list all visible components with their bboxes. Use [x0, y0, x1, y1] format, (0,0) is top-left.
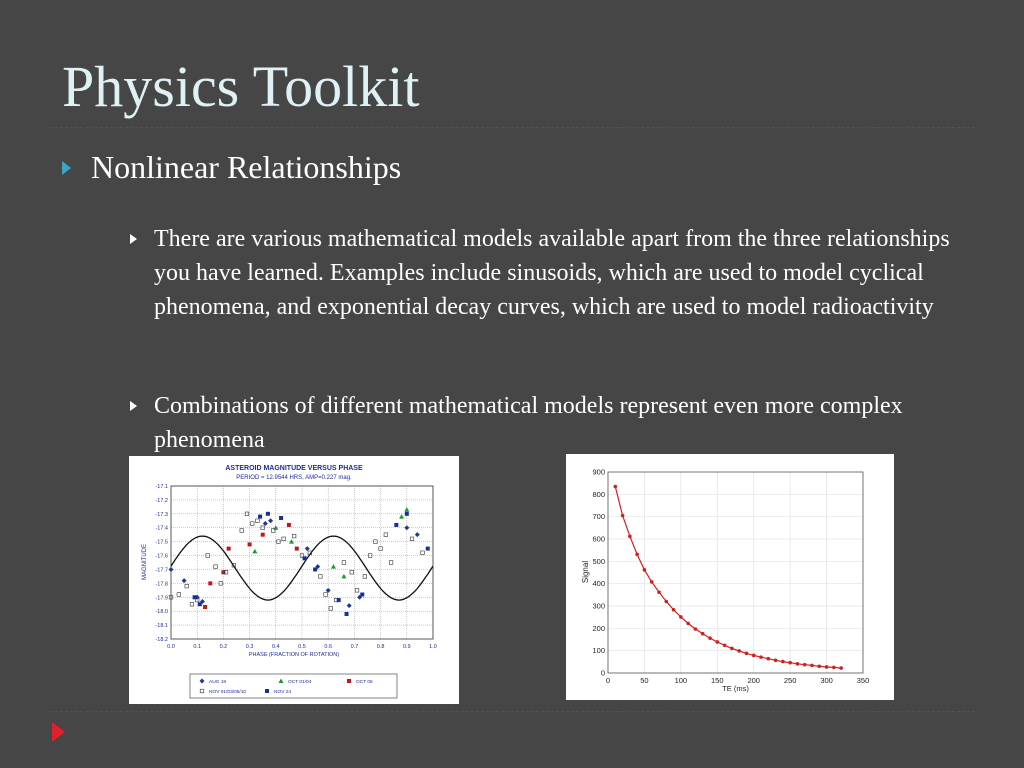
decay-data-point: [701, 632, 705, 636]
data-point-series-4: [198, 602, 202, 606]
decay-data-point: [832, 666, 836, 670]
decay-data-point: [752, 654, 756, 658]
y-tick-label: 900: [592, 467, 605, 477]
y-tick-label: -17.4: [155, 525, 168, 532]
y-tick-label: 200: [592, 623, 605, 633]
decay-data-point: [613, 485, 617, 489]
x-axis-label: TE (ms): [722, 684, 749, 693]
bullet-level2-models: [130, 222, 970, 324]
data-point-series-3: [256, 519, 260, 523]
y-tick-label: -17.2: [155, 497, 168, 504]
decay-data-point: [679, 615, 683, 619]
data-point-series-4: [360, 592, 364, 596]
decay-data-point: [650, 580, 654, 584]
bullet-level1-text: Nonlinear Relationships: [91, 149, 402, 185]
y-tick-label: 500: [592, 556, 605, 566]
data-point-series-3: [329, 607, 333, 611]
x-tick-label: 200: [747, 676, 760, 685]
chart-title: ASTEROID MAGNITUDE VERSUS PHASE: [225, 465, 363, 472]
x-tick-label: 0.4: [271, 644, 280, 650]
x-tick-label: 0.5: [298, 644, 306, 650]
legend-label: NOV 01/03/05/10: [209, 690, 247, 695]
decay-data-point: [825, 665, 829, 669]
data-point-series-0: [305, 546, 310, 551]
y-tick-label: -17.5: [155, 539, 168, 546]
data-point-series-3: [250, 522, 254, 526]
top-divider: [50, 127, 975, 128]
data-point-series-3: [324, 593, 328, 597]
data-point-series-0: [182, 578, 187, 583]
decay-data-point: [774, 658, 778, 662]
decay-data-point: [708, 636, 712, 640]
data-point-series-3: [282, 537, 286, 541]
data-point-series-3: [355, 589, 359, 593]
decay-data-point: [664, 600, 668, 604]
data-point-series-3: [389, 561, 393, 565]
data-point-series-0: [347, 603, 352, 608]
decay-data-point: [635, 553, 639, 557]
legend-label: OCT 06: [356, 680, 373, 685]
data-point-series-0: [268, 518, 273, 523]
data-point-series-4: [313, 567, 317, 571]
bullet-triangle-icon: [62, 161, 71, 175]
decay-data-point: [737, 649, 741, 653]
y-tick-label: 100: [592, 646, 605, 656]
decay-data-point: [628, 535, 632, 539]
data-point-series-3: [240, 529, 244, 533]
data-point-series-1: [289, 539, 294, 544]
x-tick-label: 1.0: [429, 644, 437, 650]
decay-data-point: [796, 662, 800, 666]
data-point-series-3: [292, 534, 296, 538]
bullet-level2-text: There are various mathematical models available apart from the three relationships you have learned. Examples include sinusoids, which are used to model cyclical phenomena, and exponential decay curves, which are used to model radioactivity: [154, 226, 950, 320]
decay-data-point: [759, 655, 763, 659]
legend-marker: [347, 679, 351, 683]
y-tick-label: 800: [592, 489, 605, 499]
data-point-series-2: [295, 547, 299, 551]
x-tick-label: 250: [783, 676, 797, 685]
decay-data-point: [643, 568, 647, 572]
y-tick-label: -17.3: [155, 511, 168, 518]
x-tick-label: 0.0: [167, 644, 175, 650]
x-tick-label: 0.6: [324, 644, 333, 650]
legend-label: OCT 01/04: [288, 680, 312, 685]
y-tick-label: -17.6: [155, 553, 168, 560]
data-point-series-4: [279, 516, 283, 520]
data-point-series-1: [341, 574, 346, 579]
data-point-series-1: [404, 507, 409, 512]
legend-label: AUG 18: [209, 680, 227, 685]
y-tick-label: -17.7: [155, 567, 168, 574]
x-tick-label: 0: [605, 676, 611, 685]
x-tick-label: 100: [674, 676, 688, 685]
decay-data-point: [788, 661, 792, 665]
data-point-series-4: [345, 612, 349, 616]
decay-data-point: [730, 647, 734, 651]
bullet-level2-combinations: [130, 389, 970, 457]
data-point-series-4: [394, 523, 398, 527]
y-axis-label: Signal: [581, 560, 590, 584]
y-tick-label: -18.2: [155, 637, 168, 643]
x-tick-label: 350: [856, 676, 870, 685]
x-tick-label: 0.1: [193, 644, 202, 650]
y-tick-label: -17.1: [155, 484, 168, 490]
data-point-series-2: [261, 533, 265, 537]
data-point-series-3: [410, 537, 414, 541]
data-point-series-3: [350, 570, 354, 574]
data-point-series-4: [266, 512, 270, 516]
decay-data-point: [694, 627, 698, 631]
data-point-series-1: [252, 549, 257, 554]
legend-marker: [265, 689, 269, 693]
data-point-series-4: [426, 547, 430, 551]
data-point-series-2: [221, 570, 225, 574]
y-tick-label: 700: [592, 512, 605, 522]
y-tick-label: -17.9: [155, 595, 168, 602]
x-tick-label: 300: [820, 676, 833, 685]
data-point-series-0: [326, 588, 331, 593]
chart-subtitle: PERIOD = 12.9544 HRS, AMP=0.227 mag.: [236, 475, 352, 481]
decay-data-point: [745, 652, 749, 656]
signal-decay-chart: [566, 454, 894, 700]
y-tick-label: 300: [592, 601, 605, 611]
x-tick-label: 50: [640, 676, 649, 685]
decay-data-point: [803, 663, 807, 667]
data-point-series-3: [319, 575, 323, 579]
data-point-series-4: [193, 595, 197, 599]
data-point-series-1: [399, 514, 404, 519]
y-axis-label: MAGNITUDE: [142, 544, 148, 580]
bullet-level1: [62, 148, 401, 186]
x-tick-label: 0.2: [219, 644, 228, 650]
data-point-series-0: [404, 525, 409, 530]
data-point-series-3: [190, 602, 194, 606]
y-tick-label: -17.8: [155, 581, 168, 588]
decay-data-point: [621, 514, 625, 518]
decay-data-point: [657, 590, 661, 594]
data-point-series-1: [331, 564, 336, 569]
data-point-series-2: [248, 542, 252, 546]
data-point-series-4: [405, 512, 409, 516]
data-point-series-0: [415, 532, 420, 537]
decay-chart-svg: [566, 454, 894, 700]
data-point-series-2: [203, 605, 207, 609]
decay-data-point: [766, 657, 770, 661]
asteroid-chart-svg: [129, 456, 459, 704]
bullet-triangle-icon: [130, 401, 137, 411]
data-point-series-3: [342, 561, 346, 565]
bottom-divider: [50, 711, 975, 712]
x-tick-label: 0.7: [350, 644, 359, 650]
data-point-series-4: [337, 598, 341, 602]
slide-title: Physics Toolkit: [62, 54, 420, 119]
asteroid-magnitude-chart: [129, 456, 459, 704]
decay-data-point: [839, 666, 843, 670]
next-slide-arrow-icon[interactable]: [52, 722, 65, 742]
data-point-series-3: [177, 593, 181, 597]
x-tick-label: 0.8: [376, 644, 385, 650]
decay-curve-line: [615, 487, 841, 669]
y-tick-label: -18.0: [155, 609, 168, 616]
bullet-triangle-icon: [130, 234, 137, 244]
legend-label: NOV 24: [274, 690, 292, 695]
data-point-series-3: [185, 584, 189, 588]
y-tick-label: -18.1: [155, 623, 168, 630]
decay-data-point: [781, 660, 785, 664]
bullet-level2-text: Combinations of different mathematical models represent even more complex phenomena: [154, 393, 903, 453]
y-tick-label: 0: [600, 668, 605, 678]
y-tick-label: 600: [592, 534, 605, 544]
data-point-series-3: [421, 551, 425, 555]
decay-data-point: [817, 665, 821, 669]
x-tick-label: 0.9: [402, 644, 411, 650]
data-point-series-2: [287, 523, 291, 527]
decay-data-point: [672, 608, 676, 612]
decay-data-point: [723, 644, 727, 648]
data-point-series-4: [258, 515, 262, 519]
data-point-series-2: [227, 547, 231, 551]
y-tick-label: 400: [592, 579, 605, 589]
data-point-series-4: [303, 556, 307, 560]
x-axis-label: PHASE (FRACTION OF ROTATION): [248, 652, 340, 658]
x-tick-label: 150: [711, 676, 724, 685]
data-point-series-0: [263, 521, 268, 526]
decay-data-point: [686, 622, 690, 626]
data-point-series-3: [363, 575, 367, 579]
data-point-series-3: [214, 565, 218, 569]
data-point-series-0: [169, 567, 174, 572]
data-point-series-2: [208, 581, 212, 585]
data-point-series-3: [384, 533, 388, 537]
decay-data-point: [810, 664, 814, 668]
decay-data-point: [715, 640, 719, 644]
x-tick-label: 0.3: [245, 644, 254, 650]
